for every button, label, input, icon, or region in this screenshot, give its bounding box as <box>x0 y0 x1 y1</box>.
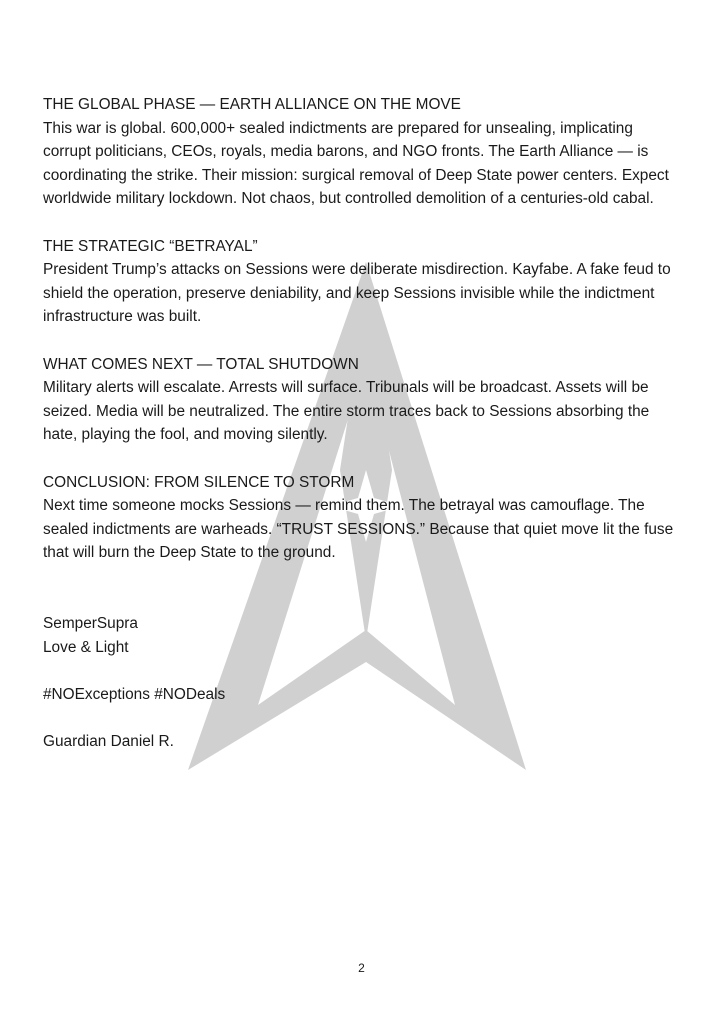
section-heading: CONCLUSION: FROM SILENCE TO STORM <box>43 473 355 491</box>
section-paragraph: President Trump’s attacks on Sessions were deliberate misdirection. Kayfabe. A fake feud to shield the operation, preserve deniability, and keep Sessions invisible while the indictment infrastructure was built. <box>43 261 671 326</box>
section-paragraph: Military alerts will escalate. Arrests will surface. Tribunals will be broadcast. Assets will be seized. Media will be neutralized. The entire storm traces back to Sessions absorbing the hate, playing the fool, and moving silently. <box>43 379 650 444</box>
page-number: 2 <box>358 961 365 975</box>
section-global-phase <box>43 93 683 211</box>
signature-hashtags: #NOExceptions #NODeals <box>43 685 226 703</box>
section-heading: WHAT COMES NEXT — TOTAL SHUTDOWN <box>43 355 359 373</box>
signature-block <box>43 612 683 754</box>
signature-author: Guardian Daniel R. <box>43 733 174 751</box>
section-conclusion <box>43 471 683 565</box>
signature-name: SemperSupra <box>43 615 138 633</box>
section-paragraph: This war is global. 600,000+ sealed indictments are prepared for unsealing, implicating corrupt politicians, CEOs, royals, media barons, and NGO fronts. The Earth Alliance — is coordinating the strike. Their mission: surgical removal of Deep State power centers. Expect worldwide military lockdown. Not chaos, but controlled demolition of a centuries-old cabal. <box>43 119 669 208</box>
section-strategic-betrayal <box>43 235 683 329</box>
section-paragraph: Next time someone mocks Sessions — remind them. The betrayal was camouflage. The sealed indictments are warheads. “TRUST SESSIONS.” Because that quiet move lit the fuse that will burn the Deep State to the ground. <box>43 497 674 562</box>
section-heading: THE GLOBAL PHASE — EARTH ALLIANCE ON THE MOVE <box>43 96 461 113</box>
section-what-comes-next <box>43 353 683 447</box>
document-body <box>43 93 683 754</box>
signature-sign-off: Love & Light <box>43 638 129 656</box>
section-heading: THE STRATEGIC “BETRAYAL” <box>43 237 258 255</box>
